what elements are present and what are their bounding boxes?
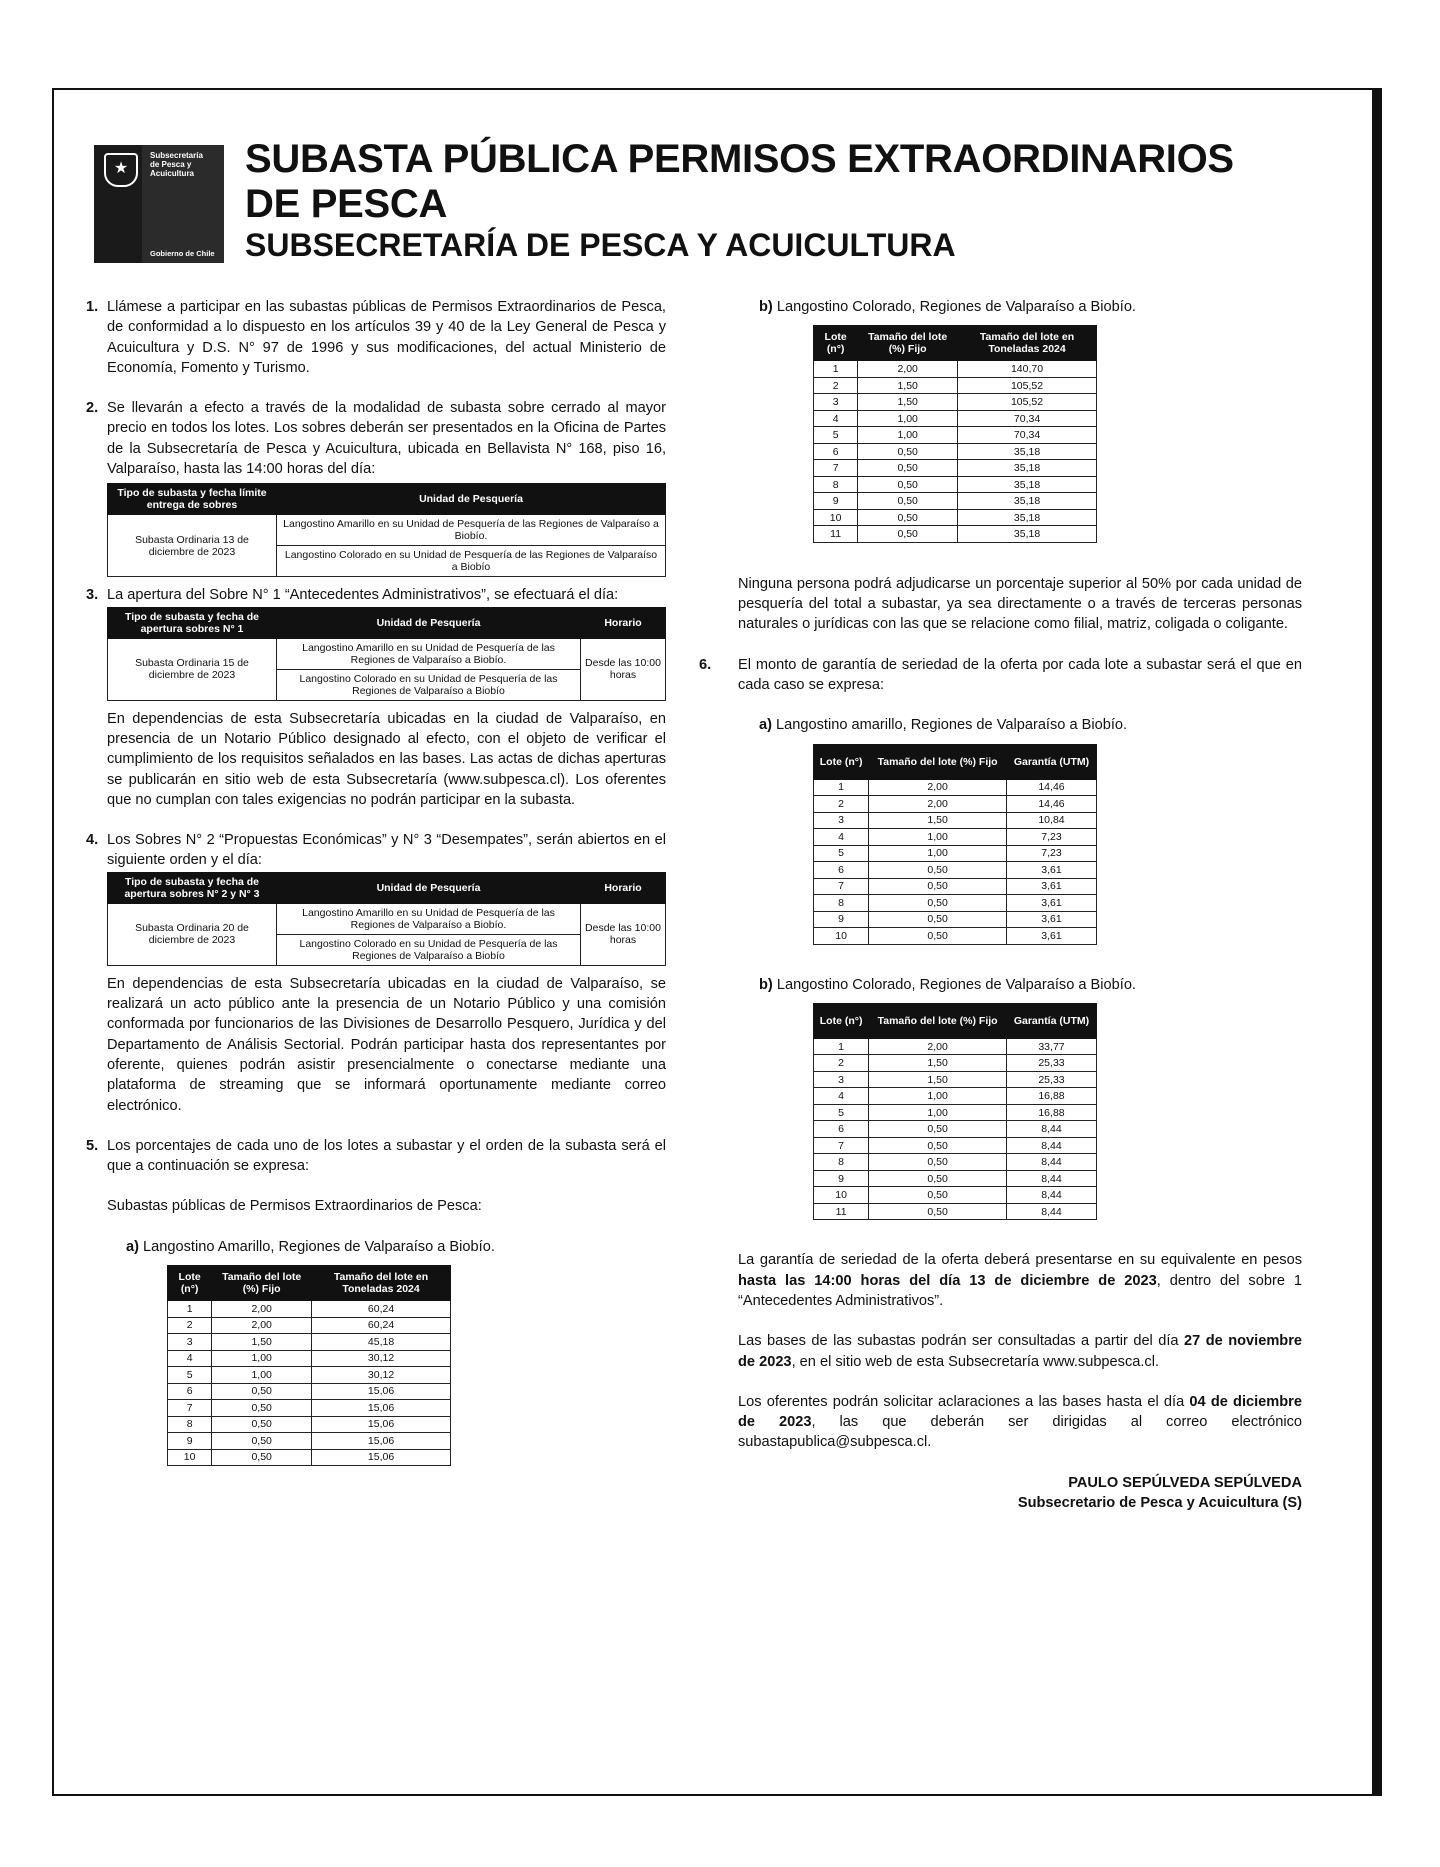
table-cell: 7: [814, 460, 858, 477]
table-cell: Desde las 10:00 horas: [581, 903, 666, 965]
table-cell: 16,88: [1006, 1088, 1096, 1105]
table-cell: 1: [814, 1038, 869, 1055]
table-header: Tamaño del lote (%) Fijo: [212, 1266, 312, 1301]
table-cell: 14,46: [1006, 779, 1096, 796]
table-cell: 0,50: [869, 1187, 1007, 1204]
table-cell: 8,44: [1006, 1203, 1096, 1220]
table-cell: 4: [814, 829, 869, 846]
table-row: [814, 829, 1097, 846]
table-cell: 5: [814, 1104, 869, 1121]
table-cell: 2: [168, 1317, 212, 1334]
table-cell: 0,50: [869, 862, 1007, 879]
table-cell: 10: [814, 509, 858, 526]
table-cell: 0,50: [858, 443, 958, 460]
table-row: [814, 1137, 1097, 1154]
table-cell: Langostino Amarillo en su Unidad de Pesquería de las Regiones de Valparaíso a Biobío.: [277, 515, 666, 546]
table-cell: 4: [814, 1088, 869, 1105]
sub-heading: b) Langostino Colorado, Regiones de Valparaíso a Biobío.: [759, 299, 1136, 315]
logo-text: Subsecretaría de Pesca y Acuicultura: [150, 151, 203, 178]
table-row: [814, 812, 1097, 829]
table-row: [168, 1433, 451, 1450]
section-4: [86, 830, 666, 1116]
table-cell: 2: [814, 377, 858, 394]
table-row: [814, 1187, 1097, 1204]
table-row: [814, 911, 1097, 928]
table-row: [814, 509, 1097, 526]
table-header: Garantía (UTM): [1006, 1003, 1096, 1038]
table-header: Garantía (UTM): [1006, 744, 1096, 779]
table-cell: Subasta Ordinaria 13 de diciembre de 2023: [108, 515, 277, 577]
table-cell: 8: [814, 895, 869, 912]
table-cell: 2: [814, 796, 869, 813]
closing-p1: La garantía de seriedad de la oferta deberá presentarse en su equivalente en pesos hasta las 14:00 horas del día 13 de diciembre de 2023, dentro del sobre 1 “Antecedentes Administrativos”.: [738, 1252, 1302, 1309]
table-cell: Subasta Ordinaria 15 de diciembre de 2023: [108, 638, 277, 700]
deadline-table: [107, 483, 666, 577]
table-header: Lote (n°): [814, 1003, 869, 1038]
table-cell: 7,23: [1006, 829, 1096, 846]
table-cell: Langostino Amarillo en su Unidad de Pesquería de las Regiones de Valparaíso a Biobío.: [277, 638, 581, 669]
table-cell: Subasta Ordinaria 20 de diciembre de 2023: [108, 903, 277, 965]
table-cell: 2,00: [212, 1301, 312, 1318]
guarantee-table-colorado: [813, 1003, 1097, 1221]
table-row: [168, 1301, 451, 1318]
opening-2-table: [107, 872, 666, 966]
table-cell: 5: [168, 1367, 212, 1384]
table-cell: 70,34: [958, 427, 1097, 444]
table-cell: 33,77: [1006, 1038, 1096, 1055]
section-number: 5.: [86, 1137, 99, 1154]
page-title: SUBASTA PÚBLICA PERMISOS EXTRAORDINARIOS DE PESCA: [245, 137, 1234, 226]
table-cell: 0,50: [858, 526, 958, 543]
table-cell: 0,50: [858, 509, 958, 526]
table-row: [814, 361, 1097, 378]
section-1: [86, 297, 666, 378]
table-row: [814, 377, 1097, 394]
table-cell: 1: [168, 1301, 212, 1318]
table-cell: 1,50: [869, 1071, 1007, 1088]
table-cell: 4: [168, 1350, 212, 1367]
table-cell: 0,50: [869, 1137, 1007, 1154]
table-row: [814, 779, 1097, 796]
table-cell: 2: [814, 1055, 869, 1072]
table-cell: 0,50: [869, 911, 1007, 928]
table-cell: 1,00: [858, 427, 958, 444]
table-cell: 1,00: [869, 1088, 1007, 1105]
table-cell: 30,12: [312, 1367, 451, 1384]
section-number: 2.: [86, 400, 99, 417]
page-subtitle: SUBSECRETARÍA DE PESCA Y ACUICULTURA: [245, 227, 956, 263]
table-cell: 1,00: [858, 410, 958, 427]
table-row: [168, 1350, 451, 1367]
table-row: [814, 1203, 1097, 1220]
table-row: [814, 460, 1097, 477]
table-row: [814, 526, 1097, 543]
table-cell: 0,50: [212, 1449, 312, 1466]
table-cell: 3: [814, 1071, 869, 1088]
table-cell: Langostino Amarillo en su Unidad de Pesquería de las Regiones de Valparaíso a Biobío.: [277, 903, 581, 934]
table-header: Unidad de Pesquería: [277, 607, 581, 638]
section-text: Los Sobres N° 2 “Propuestas Económicas” y N° 3 “Desempates”, serán abiertos en el siguiente orden y el día:: [107, 832, 666, 869]
lots-table-amarillo: [167, 1265, 451, 1466]
table-cell: 2,00: [858, 361, 958, 378]
table-row: [814, 1038, 1097, 1055]
section-number: 6.: [699, 656, 712, 673]
table-cell: 15,06: [312, 1383, 451, 1400]
table-cell: 15,06: [312, 1416, 451, 1433]
signature: [738, 1473, 1302, 1514]
subpesca-logo: [94, 145, 224, 263]
table-cell: 9: [814, 493, 858, 510]
table-cell: 0,50: [869, 895, 1007, 912]
table-row: [814, 1170, 1097, 1187]
table-cell: 0,50: [212, 1433, 312, 1450]
table-header: Tamaño del lote (%) Fijo: [858, 326, 958, 361]
table-cell: 30,12: [312, 1350, 451, 1367]
section-text: En dependencias de esta Subsecretaría ubicadas en la ciudad de Valparaíso, en presencia de un Notario Público designado al efecto, con el objeto de verificar el cumplimiento de los requisitos señalados en las bases. Las actas de dichas aperturas se publicarán en sitio web de esta Subsecretaría (www.subpesca.cl). Los oferentes que no cumplan con tales exigencias no podrán participar en la subasta.: [107, 710, 666, 808]
table-cell: Langostino Colorado en su Unidad de Pesquería de las Regiones de Valparaíso a Biobío: [277, 669, 581, 700]
table-cell: 5: [814, 427, 858, 444]
table-row: [814, 1088, 1097, 1105]
table-row: [814, 1104, 1097, 1121]
table-row: [814, 410, 1097, 427]
closing-paragraphs: [720, 1250, 1302, 1513]
guarantee-table-amarillo: [813, 744, 1097, 945]
table-cell: 3,61: [1006, 878, 1096, 895]
table-cell: 9: [814, 1170, 869, 1187]
section-number: 1.: [86, 299, 99, 315]
table-cell: 6: [168, 1383, 212, 1400]
closing-p3: Los oferentes podrán solicitar aclaraciones a las bases hasta el día 04 de diciembre de 2023, las que deberán ser dirigidas al correo electrónico subastapublica@subpesca.cl.: [738, 1393, 1302, 1451]
signature-name: PAULO SEPÚLVEDA SEPÚLVEDA: [1068, 1474, 1302, 1491]
table-cell: 0,50: [212, 1416, 312, 1433]
table-row: [814, 845, 1097, 862]
lots-table-colorado: [813, 325, 1097, 543]
table-cell: 2,00: [212, 1317, 312, 1334]
table-cell: 45,18: [312, 1334, 451, 1351]
table-cell: 1,50: [858, 394, 958, 411]
table-cell: 2,00: [869, 779, 1007, 796]
table-row: [168, 1367, 451, 1384]
section-6: [699, 655, 1302, 696]
table-row: [814, 427, 1097, 444]
table-header: Tipo de subasta y fecha de apertura sobres N° 2 y N° 3: [108, 872, 277, 903]
table-row: [168, 1383, 451, 1400]
table-row: [814, 928, 1097, 945]
opening-1-table: [107, 607, 666, 701]
table-row: [814, 493, 1097, 510]
table-row: [168, 1400, 451, 1417]
table-cell: 1,00: [869, 829, 1007, 846]
table-row: [168, 1317, 451, 1334]
right-column: [699, 297, 1302, 1513]
table-cell: 2,00: [869, 1038, 1007, 1055]
table-row: [814, 1121, 1097, 1138]
table-cell: 6: [814, 1121, 869, 1138]
table-row: [168, 1416, 451, 1433]
table-cell: 25,33: [1006, 1071, 1096, 1088]
table-cell: 1,50: [869, 812, 1007, 829]
table-cell: 16,88: [1006, 1104, 1096, 1121]
table-cell: 15,06: [312, 1449, 451, 1466]
table-cell: 35,18: [958, 526, 1097, 543]
table-header: Tamaño del lote (%) Fijo: [869, 1003, 1007, 1038]
table-cell: 6: [814, 443, 858, 460]
table-row: [814, 878, 1097, 895]
table-cell: 11: [814, 1203, 869, 1220]
section-3: [86, 585, 666, 810]
table-cell: 60,24: [312, 1317, 451, 1334]
table-cell: 1,00: [869, 845, 1007, 862]
table-cell: 35,18: [958, 443, 1097, 460]
table-cell: 0,50: [869, 1203, 1007, 1220]
table-cell: 8: [168, 1416, 212, 1433]
table-cell: Desde las 10:00 horas: [581, 638, 666, 700]
table-cell: 3: [814, 394, 858, 411]
table-cell: 2,00: [869, 796, 1007, 813]
table-cell: Langostino Colorado en su Unidad de Pesquería de las Regiones de Valparaíso a Biobío: [277, 546, 666, 577]
table-cell: 0,50: [869, 878, 1007, 895]
table-cell: 10,84: [1006, 812, 1096, 829]
section-number: 4.: [86, 832, 99, 849]
table-cell: 10: [168, 1449, 212, 1466]
table-cell: 7: [814, 1137, 869, 1154]
table-cell: 1: [814, 779, 869, 796]
table-cell: 3,61: [1006, 895, 1096, 912]
table-row: [814, 1154, 1097, 1171]
table-cell: 3: [814, 812, 869, 829]
table-cell: 7,23: [1006, 845, 1096, 862]
table-cell: 4: [814, 410, 858, 427]
table-cell: 1: [814, 361, 858, 378]
table-cell: 3,61: [1006, 911, 1096, 928]
table-header: Tamaño del lote en Toneladas 2024: [312, 1266, 451, 1301]
table-cell: 140,70: [958, 361, 1097, 378]
table-header: Unidad de Pesquería: [277, 484, 666, 515]
table-cell: 1,50: [869, 1055, 1007, 1072]
table-row: [814, 895, 1097, 912]
table-header: Tipo de subasta y fecha límite entrega de sobres: [108, 484, 277, 515]
table-header: Lote (n°): [168, 1266, 212, 1301]
section-number: 3.: [86, 587, 99, 604]
table-row: [814, 1055, 1097, 1072]
coat-of-arms-icon: ★: [104, 153, 138, 187]
table-cell: 1,00: [869, 1104, 1007, 1121]
table-header: Tamaño del lote (%) Fijo: [869, 744, 1007, 779]
table-header: Lote (n°): [814, 326, 858, 361]
table-cell: 1,50: [858, 377, 958, 394]
table-cell: 6: [814, 862, 869, 879]
table-cell: 105,52: [958, 377, 1097, 394]
table-cell: 15,06: [312, 1433, 451, 1450]
table-cell: 1,50: [212, 1334, 312, 1351]
table-cell: 0,50: [858, 460, 958, 477]
table-row: [168, 1449, 451, 1466]
table-cell: 35,18: [958, 476, 1097, 493]
table-row: [814, 476, 1097, 493]
logo-footer: Gobierno de Chile: [150, 249, 215, 258]
table-cell: 25,33: [1006, 1055, 1096, 1072]
table-row: [814, 862, 1097, 879]
section-text: En dependencias de esta Subsecretaría ubicadas en la ciudad de Valparaíso, se realizará un acto público ante la presencia de un Notario Público y una comisión conformada por funcionarios de las Divisiones de Desarrollo Pesquero, Jurídica y del Departamento de Análisis Sectorial. Podrán participar hasta dos representantes por oferente, quienes podrán asistir presencialmente o conectarse mediante una plataforma de streaming que se informará oportunamente mediante correo electrónico.: [107, 975, 666, 1114]
table-cell: 10: [814, 1187, 869, 1204]
table-cell: 8: [814, 476, 858, 493]
table-row: [814, 1071, 1097, 1088]
table-cell: 8,44: [1006, 1170, 1096, 1187]
table-cell: 35,18: [958, 493, 1097, 510]
table-cell: 3,61: [1006, 862, 1096, 879]
table-row: [814, 796, 1097, 813]
table-header: Tamaño del lote en Toneladas 2024: [958, 326, 1097, 361]
table-cell: 0,50: [869, 1121, 1007, 1138]
table-cell: 0,50: [858, 493, 958, 510]
table-cell: 8,44: [1006, 1154, 1096, 1171]
table-header: Lote (n°): [814, 744, 869, 779]
table-cell: 9: [168, 1433, 212, 1450]
table-header: Tipo de subasta y fecha de apertura sobres N° 1: [108, 607, 277, 638]
table-cell: 70,34: [958, 410, 1097, 427]
table-cell: Langostino Colorado en su Unidad de Pesquería de las Regiones de Valparaíso a Biobío: [277, 934, 581, 965]
section-text: El monto de garantía de seriedad de la oferta por cada lote a subastar será el que en cada caso se expresa:: [738, 656, 1302, 693]
section-text: Subastas públicas de Permisos Extraordinarios de Pesca:: [107, 1198, 482, 1215]
left-column: [86, 297, 666, 1466]
table-cell: 0,50: [212, 1400, 312, 1417]
table-cell: 35,18: [958, 460, 1097, 477]
section-2: [86, 398, 666, 577]
table-cell: 60,24: [312, 1301, 451, 1318]
table-cell: 8,44: [1006, 1187, 1096, 1204]
section-text: Se llevarán a efecto a través de la modalidad de subasta sobre cerrado al mayor precio en todos los lotes. Los sobres deberán ser presentados en la Oficina de Partes de la Subsecretaría de Pesca y Acuicultura, ubicada en Bellavista N° 168, piso 16, Valparaíso, hasta las 14:00 horas del día:: [107, 400, 666, 478]
sub-heading: a) Langostino Amarillo, Regiones de Valparaíso a Biobío.: [126, 1238, 495, 1255]
table-cell: 15,06: [312, 1400, 451, 1417]
table-cell: 8: [814, 1154, 869, 1171]
table-cell: 35,18: [958, 509, 1097, 526]
table-row: [814, 394, 1097, 411]
table-cell: 14,46: [1006, 796, 1096, 813]
section-text: Llámese a participar en las subastas públicas de Permisos Extraordinarios de Pesca, de conformidad a lo dispuesto en los artículos 39 y 40 de la Ley General de Pesca y Acuicultura y D.S. N° 97 de 1996 y sus modificaciones, del actual Ministerio de Economía, Fomento y Turismo.: [107, 299, 666, 376]
table-cell: 10: [814, 928, 869, 945]
table-cell: 1,00: [212, 1367, 312, 1384]
section-text: La apertura del Sobre N° 1 “Antecedentes Administrativos”, se efectuará el día:: [107, 587, 619, 604]
table-cell: 8,44: [1006, 1121, 1096, 1138]
section-5: [86, 1136, 666, 1466]
table-header: Horario: [581, 607, 666, 638]
table-cell: 1,00: [212, 1350, 312, 1367]
table-row: [168, 1334, 451, 1351]
table-cell: 0,50: [869, 1170, 1007, 1187]
closing-p2: Las bases de las subastas podrán ser consultadas a partir del día 27 de noviembre de 2023, en el sitio web de esta Subsecretaría www.subpesca.cl.: [738, 1333, 1302, 1370]
table-cell: 8,44: [1006, 1137, 1096, 1154]
table-cell: 7: [814, 878, 869, 895]
table-cell: 3: [168, 1334, 212, 1351]
sub-heading: a) Langostino amarillo, Regiones de Valparaíso a Biobío.: [759, 717, 1128, 734]
table-row: [814, 443, 1097, 460]
table-cell: 0,50: [869, 1154, 1007, 1171]
table-cell: 105,52: [958, 394, 1097, 411]
table-cell: 7: [168, 1400, 212, 1417]
signature-role: Subsecretario de Pesca y Acuicultura (S): [1017, 1495, 1302, 1512]
table-cell: 0,50: [212, 1383, 312, 1400]
section-text: Los porcentajes de cada uno de los lotes a subastar y el orden de la subasta será el que a continuación se expresa:: [107, 1137, 666, 1175]
sub-heading: b) Langostino Colorado, Regiones de Valparaíso a Biobío.: [759, 976, 1136, 993]
table-header: Horario: [581, 872, 666, 903]
section-note: Ninguna persona podrá adjudicarse un porcentaje superior al 50% por cada unidad de pesquería del total a subastar, ya sea directamente o a través de terceras personas naturales o jurídicas con las que se relacione como filial, matriz, coligada o coligante.: [738, 575, 1302, 633]
table-cell: 5: [814, 845, 869, 862]
table-cell: 9: [814, 911, 869, 928]
table-header: Unidad de Pesquería: [277, 872, 581, 903]
table-cell: 0,50: [858, 476, 958, 493]
table-cell: 3,61: [1006, 928, 1096, 945]
table-cell: 11: [814, 526, 858, 543]
table-cell: 0,50: [869, 928, 1007, 945]
